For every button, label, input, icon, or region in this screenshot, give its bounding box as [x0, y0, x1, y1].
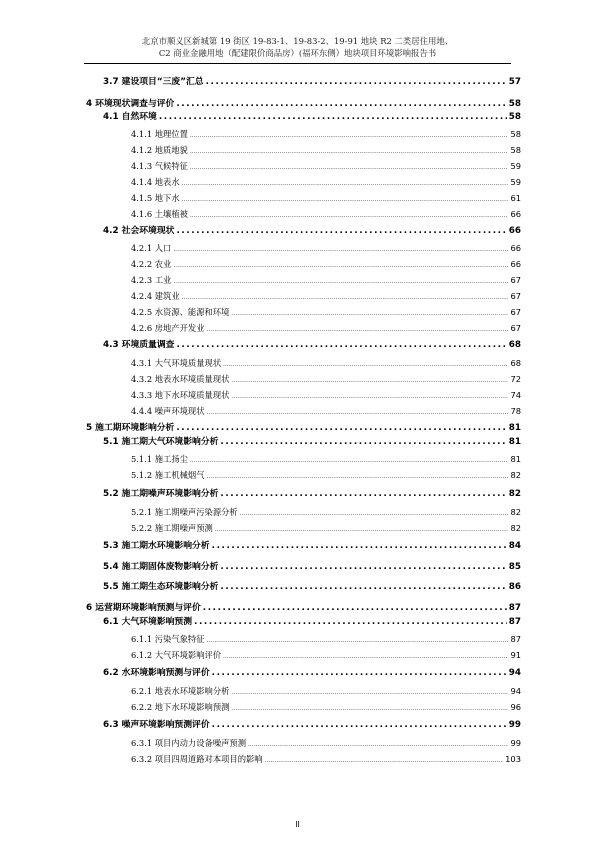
- toc-entry-title: 5.4 施工期固体废物影响分析: [103, 562, 219, 572]
- toc-entry[interactable]: [131, 737, 521, 749]
- toc-entry-page: 67: [510, 307, 521, 317]
- toc-entry-page: 67: [510, 275, 521, 285]
- toc-leader-dots: [206, 77, 507, 87]
- toc-entry-page: 78: [510, 406, 521, 416]
- toc-entry-page: 66: [510, 209, 521, 219]
- toc-entry-title: 6.2.1 地表水环境影响分析: [131, 686, 230, 696]
- toc-entry-page: 66: [508, 226, 521, 236]
- toc-entry[interactable]: [103, 74, 521, 87]
- toc-entry-page: 58: [508, 112, 521, 122]
- toc-entry-title: 6.3.1 项目内动力设备噪声预测: [131, 738, 247, 748]
- toc-leader-dots: [159, 112, 507, 122]
- toc-entry-page: 87: [508, 617, 521, 627]
- toc-entry-page: 87: [508, 603, 521, 613]
- toc-leader-dots: [220, 489, 506, 499]
- toc-entry-page: 87: [510, 634, 521, 644]
- toc-entry-page: 58: [510, 129, 521, 139]
- toc-entry[interactable]: [86, 420, 521, 433]
- toc-leader-dots: [190, 165, 509, 171]
- toc-leader-dots: [173, 263, 508, 269]
- page-header: [0, 35, 595, 59]
- toc-entry-page: 82: [510, 507, 521, 517]
- toc-leader-dots: [231, 690, 508, 696]
- toc-entry-title: 6.1.1 污染气象特征: [131, 634, 205, 644]
- toc-entry-title: 5.2 施工期噪声环境影响分析: [103, 489, 219, 499]
- toc-leader-dots: [176, 423, 506, 433]
- toc-leader-dots: [173, 247, 508, 253]
- toc-entry-page: 81: [508, 423, 521, 433]
- toc-entry[interactable]: [103, 109, 521, 122]
- toc-entry[interactable]: [131, 357, 521, 369]
- toc-entry-page: 91: [510, 650, 521, 660]
- toc-entry-title: 5.1.2 施工机械烟气: [131, 470, 205, 480]
- toc-entry-page: 68: [508, 340, 521, 350]
- toc-leader-dots: [173, 279, 508, 285]
- toc-entry-title: 4.2.6 房地产开发业: [131, 323, 205, 333]
- toc-entry[interactable]: [131, 685, 521, 697]
- toc-entry-title: 6.1 大气环境影响预测: [103, 617, 193, 627]
- toc-leader-dots: [207, 474, 509, 480]
- toc-leader-dots: [194, 617, 507, 627]
- toc-leader-dots: [231, 394, 508, 400]
- toc-entry[interactable]: [131, 405, 521, 417]
- toc-entry-page: 67: [510, 323, 521, 333]
- toc-entry-page: 81: [510, 454, 521, 464]
- toc-entry-page: 58: [508, 99, 521, 109]
- toc-entry[interactable]: [103, 434, 521, 447]
- toc-leader-dots: [240, 511, 509, 517]
- toc-entry-title: 5.3 施工期水环境影响分析: [103, 541, 210, 551]
- toc-entry-page: 72: [510, 374, 521, 384]
- toc-entry[interactable]: [131, 701, 521, 713]
- toc-leader-dots: [220, 582, 506, 592]
- toc-entry-title: 6 运营期环境影响预测与评价: [86, 603, 201, 613]
- toc-entry-title: 5 施工期环境影响分析: [86, 423, 175, 433]
- toc-entry-page: 99: [508, 720, 521, 730]
- toc-leader-dots: [231, 706, 508, 712]
- toc-entry[interactable]: [131, 633, 521, 645]
- toc-leader-dots: [182, 181, 509, 187]
- header-line-1: 北京市顺义区新城第 19 街区 19-83-1、19-83-2、19-91 地块 R2 二类居住用地、: [141, 36, 454, 46]
- toc-entry-title: 6.3.2 项目四周道路对本项目的影响: [131, 754, 263, 764]
- toc-entry[interactable]: [131, 176, 521, 188]
- toc-entry[interactable]: [131, 522, 521, 534]
- toc-entry-page: 66: [510, 243, 521, 253]
- toc-entry[interactable]: [131, 144, 521, 156]
- toc-entry-title: 4.2.3 工业: [131, 275, 172, 285]
- toc-entry[interactable]: [103, 538, 521, 551]
- toc-entry[interactable]: [131, 506, 521, 518]
- toc-entry-title: 4.1.5 地下水: [131, 193, 180, 203]
- toc-entry[interactable]: [131, 258, 521, 270]
- toc-entry[interactable]: [131, 274, 521, 286]
- toc-entry[interactable]: [103, 223, 521, 236]
- toc-entry-page: 94: [510, 686, 521, 696]
- toc-entry-title: 4.1.2 地质地貌: [131, 145, 188, 155]
- toc-entry[interactable]: [131, 306, 521, 318]
- toc-leader-dots: [176, 340, 506, 350]
- toc-entry[interactable]: [131, 469, 521, 481]
- toc-entry-title: 4.2.1 人口: [131, 243, 172, 253]
- toc-entry-page: 82: [510, 523, 521, 533]
- toc-entry-title: 4.1.6 土壤植被: [131, 209, 188, 219]
- toc-entry-page: 58: [510, 145, 521, 155]
- toc-leader-dots: [203, 603, 507, 613]
- toc-entry[interactable]: [86, 96, 521, 109]
- toc-leader-dots: [231, 311, 508, 317]
- toc-leader-dots: [265, 758, 504, 764]
- toc-leader-dots: [207, 638, 509, 644]
- toc-entry[interactable]: [103, 337, 521, 350]
- toc-entry[interactable]: [131, 753, 521, 765]
- toc-entry-title: 4.1.1 地理位置: [131, 129, 188, 139]
- toc-entry-title: 4.2 社会环境现状: [103, 226, 175, 236]
- toc-entry-title: 6.1.2 大气环境影响评价: [131, 650, 222, 660]
- toc-entry-title: 5.2.1 施工期噪声污染源分析: [131, 507, 238, 517]
- toc-entry-title: 5.1.1 施工扬尘: [131, 454, 188, 464]
- toc-leader-dots: [215, 527, 509, 533]
- toc-entry[interactable]: [103, 665, 521, 678]
- toc-entry-title: 6.2 水环境影响预测与评价: [103, 668, 210, 678]
- toc-entry[interactable]: [131, 453, 521, 465]
- toc-leader-dots: [212, 541, 507, 551]
- toc-entry-title: 6.3 噪声环境影响预测评价: [103, 720, 210, 730]
- toc-leader-dots: [212, 720, 507, 730]
- toc-entry[interactable]: [103, 579, 521, 592]
- toc-leader-dots: [190, 133, 509, 139]
- toc-entry-title: 4.1 自然环境: [103, 112, 157, 122]
- toc-entry-page: 99: [510, 738, 521, 748]
- toc-leader-dots: [223, 654, 508, 660]
- toc-entry-title: 4.2.5 水资源、能源和环境: [131, 307, 230, 317]
- toc-entry-page: 61: [510, 193, 521, 203]
- toc-entry[interactable]: [103, 614, 521, 627]
- toc-entry-title: 4.1.4 地表水: [131, 177, 180, 187]
- toc-entry[interactable]: [103, 486, 521, 499]
- toc-entry-page: 96: [510, 702, 521, 712]
- toc-entry-page: 66: [510, 259, 521, 269]
- toc-entry[interactable]: [131, 208, 521, 220]
- toc-leader-dots: [176, 99, 506, 109]
- toc-entry-page: 94: [508, 668, 521, 678]
- page-number: II: [295, 820, 300, 829]
- toc-entry-title: 3.7 建设项目“三废”汇总: [103, 77, 204, 87]
- toc-entry[interactable]: [131, 389, 521, 401]
- toc-entry-page: 57: [508, 77, 521, 87]
- toc-entry-page: 81: [508, 437, 521, 447]
- toc-leader-dots: [176, 226, 506, 236]
- toc-entry-title: 4.3.3 地下水环境质量现状: [131, 390, 230, 400]
- toc-leader-dots: [212, 668, 507, 678]
- toc-entry-title: 5.2.2 施工期噪声预测: [131, 523, 213, 533]
- toc-entry-page: 85: [508, 562, 521, 572]
- toc-leader-dots: [190, 458, 509, 464]
- toc-entry-title: 4.3 环境质量调查: [103, 340, 175, 350]
- toc-entry-title: 6.2.2 地下水环境影响预测: [131, 702, 230, 712]
- toc-entry[interactable]: [86, 600, 521, 613]
- toc-leader-dots: [190, 149, 509, 155]
- toc-entry-title: 4.2.2 农业: [131, 259, 172, 269]
- toc-entry-title: 4.2.4 建筑业: [131, 291, 180, 301]
- toc-entry[interactable]: [131, 242, 521, 254]
- toc-leader-dots: [182, 197, 509, 203]
- toc-leader-dots: [182, 295, 509, 301]
- toc-entry-title: 4.3.1 大气环境质量现状: [131, 358, 222, 368]
- header-line-2: C2 商业金融用地（配建限价商品房）(福环东侧）地块项目环境影响报告书: [158, 48, 437, 58]
- toc-entry-title: 4.1.3 气候特征: [131, 161, 188, 171]
- toc-entry[interactable]: [131, 290, 521, 302]
- toc-entry-page: 67: [510, 291, 521, 301]
- toc-leader-dots: [223, 362, 508, 368]
- toc-entry-page: 59: [510, 177, 521, 187]
- toc-entry-title: 4.3.2 地表水环境质量现状: [131, 374, 230, 384]
- toc-leader-dots: [220, 562, 506, 572]
- toc-entry[interactable]: [103, 559, 521, 572]
- toc-entry-title: 4 环境现状调查与评价: [86, 99, 175, 109]
- toc-leader-dots: [220, 437, 506, 447]
- toc-entry[interactable]: [131, 128, 521, 140]
- toc-entry[interactable]: [131, 322, 521, 334]
- toc-entry[interactable]: [131, 649, 521, 661]
- toc-entry[interactable]: [131, 160, 521, 172]
- toc-leader-dots: [190, 213, 509, 219]
- toc-leader-dots: [207, 410, 509, 416]
- toc-leader-dots: [207, 327, 509, 333]
- toc-entry-title: 5.1 施工期大气环境影响分析: [103, 437, 219, 447]
- toc-entry-page: 86: [508, 582, 521, 592]
- toc-entry-page: 74: [510, 390, 521, 400]
- toc-entry-page: 59: [510, 161, 521, 171]
- toc-entry-title: 5.5 施工期生态环境影响分析: [103, 582, 219, 592]
- toc-entry[interactable]: [103, 717, 521, 730]
- toc-entry-page: 84: [508, 541, 521, 551]
- toc-leader-dots: [248, 742, 508, 748]
- toc-entry[interactable]: [131, 192, 521, 204]
- toc-entry-page: 68: [510, 358, 521, 368]
- toc-entry-page: 82: [510, 470, 521, 480]
- header-rule: [84, 63, 511, 64]
- toc-entry-page: 82: [508, 489, 521, 499]
- toc-leader-dots: [231, 378, 508, 384]
- toc-entry-page: 103: [505, 754, 521, 764]
- toc-entry-title: 4.4.4 噪声环境现状: [131, 406, 205, 416]
- toc-entry[interactable]: [131, 373, 521, 385]
